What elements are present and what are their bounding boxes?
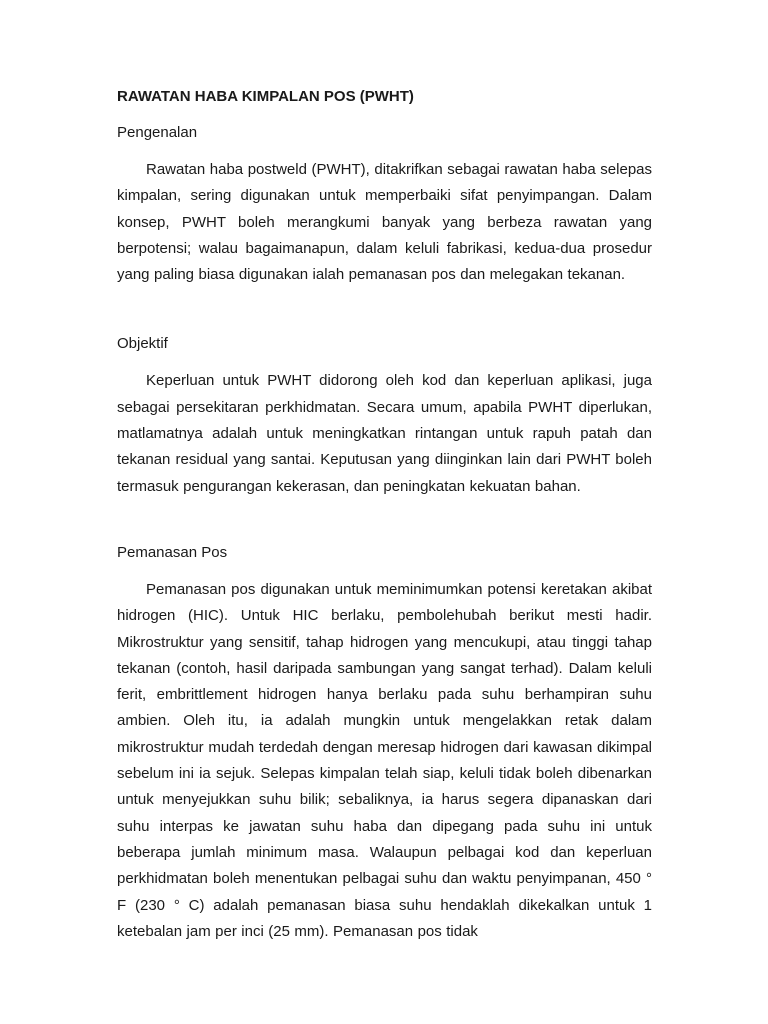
document-body [117, 86, 652, 945]
section-heading-objektif: Objektif [117, 335, 168, 353]
section-paragraph-objektif: Keperluan untuk PWHT didorong oleh kod dan keperluan aplikasi, juga sebagai persekitaran perkhidmatan. Secara umum, apabila PWHT diperlukan, matlamatnya adalah untuk meningkatkan rintangan untuk rapuh patah dan tekanan residual yang santai. Keputusan yang diinginkan lain dari PWHT boleh termasuk pengurangan kekerasan, dan peningkatan kekuatan bahan. [117, 372, 652, 495]
section-heading-pengenalan: Pengenalan [117, 124, 198, 141]
section-paragraph-pengenalan: Rawatan haba postweld (PWHT), ditakrifkan sebagai rawatan haba selepas kimpalan, sering digunakan untuk memperbaiki sifat penyimpangan. Dalam konsep, PWHT boleh merangkumi banyak yang berbeza rawatan yang berpotensi; walau bagaimanapun, dalam keluli fabrikasi, kedua-dua prosedur yang paling biasa digunakan ialah pemanasan pos dan melegakan tekanan. [117, 161, 652, 284]
section-paragraph-pemanasan-pos: Pemanasan pos digunakan untuk meminimumkan potensi keretakan akibat hidrogen (HIC). Untuk HIC berlaku, pembolehubah berikut mesti hadir. Mikrostruktur yang sensitif, tahap hidrogen yang mencukupi, atau tinggi tahap tekanan (contoh, hasil daripada sambungan yang sangat terhad). Dalam keluli ferit, embrittlement hidrogen hanya berlaku pada suhu berhampiran suhu ambien. Oleh itu, ia adalah mungkin untuk mengelakkan retak dalam mikrostruktur mudah terdedah dengan meresap hidrogen dari kawasan dikimpal sebelum ini ia sejuk. Selepas kimpalan telah siap, keluli tidak boleh dibenarkan untuk menyejukkan suhu bilik; sebaliknya, ia harus segera dipanaskan dari suhu interpas ke jawatan suhu haba dan dipegang pada suhu ini untuk beberapa jumlah minimum masa. Walaupun pelbagai kod dan keperluan perkhidmatan boleh menentukan pelbagai suhu dan waktu penyimpanan, 450 ° F (230 ° C) adalah pemanasan biasa suhu hendaklah dikekalkan untuk 1 ketebalan jam per inci (25 mm). Pemanasan pos tidak [117, 580, 652, 940]
section-heading-pemanasan-pos: Pemanasan Pos [117, 543, 228, 561]
document-title: RAWATAN HABA KIMPALAN POS (PWHT) [117, 88, 414, 105]
